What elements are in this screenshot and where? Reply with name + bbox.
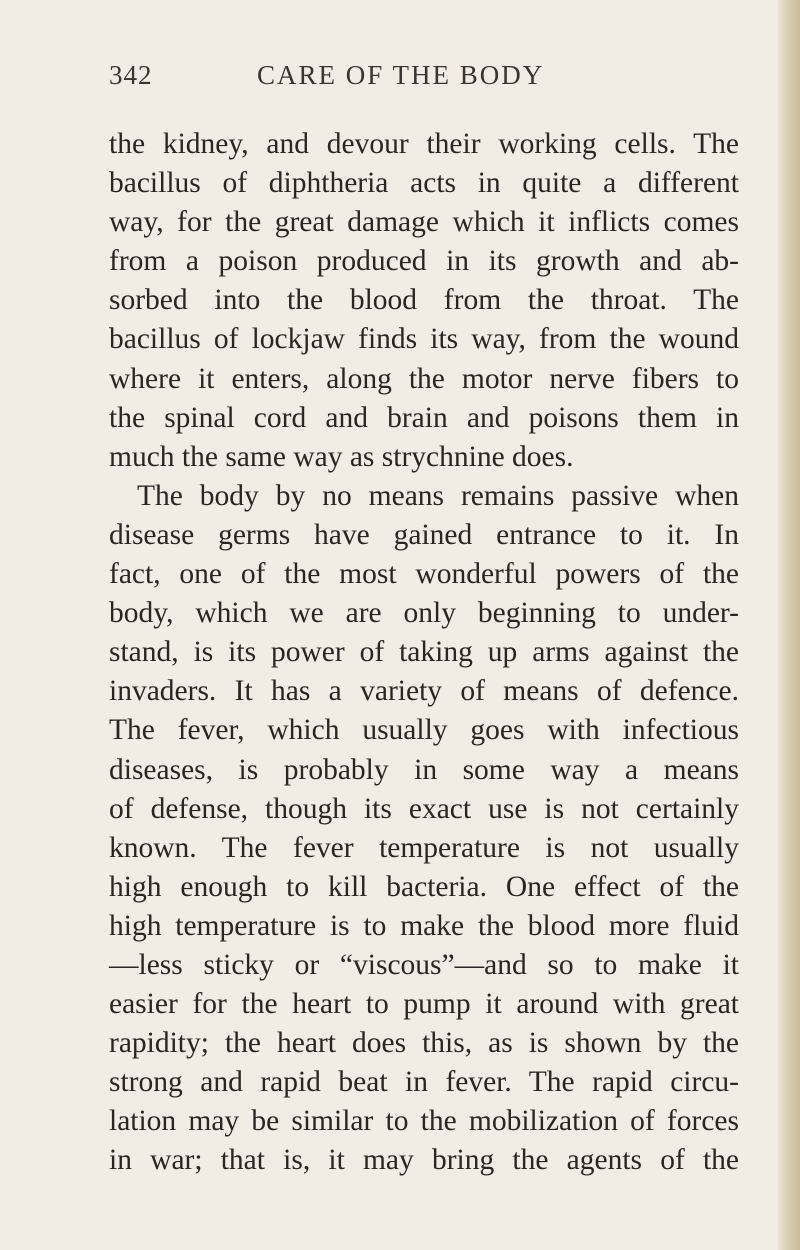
text-line: in war; that is, it may bring the agents of the <box>109 1144 739 1177</box>
text-line: the spinal cord and brain and poisons them in <box>109 401 739 434</box>
text-line: easier for the heart to pump it around with great <box>109 988 739 1021</box>
text-line: The fever, which usually goes with infectious <box>109 714 739 747</box>
page-number: 342 <box>109 60 153 90</box>
text-line: sorbed into the blood from the throat. The <box>109 284 739 317</box>
text-line: high temperature is to make the blood more fluid <box>109 909 739 942</box>
text-line: invaders. It has a variety of means of defence. <box>109 675 739 708</box>
page-header <box>109 60 749 100</box>
text-line: bacillus of lockjaw finds its way, from the wound <box>109 323 739 356</box>
text-line: from a poison produced in its growth and ab- <box>109 245 739 278</box>
text-line-paragraph-start: The body by no means remains passive when <box>137 479 739 512</box>
page-edge <box>778 0 800 1250</box>
text-line: diseases, is probably in some way a means <box>109 753 739 786</box>
body-text <box>109 125 739 1181</box>
text-line: fact, one of the most wonderful powers of the <box>109 558 739 591</box>
text-line: disease germs have gained entrance to it. In <box>109 518 739 551</box>
text-line: stand, is its power of taking up arms against the <box>109 636 739 669</box>
text-line: bacillus of diphtheria acts in quite a different <box>109 167 739 200</box>
running-head: CARE OF THE BODY <box>257 60 545 90</box>
text-line: lation may be similar to the mobilization of forces <box>109 1105 739 1138</box>
text-line: strong and rapid beat in fever. The rapid circu- <box>109 1066 739 1099</box>
text-line: body, which we are only beginning to under- <box>109 597 739 630</box>
text-line: of defense, though its exact use is not certainly <box>109 792 739 825</box>
text-line: way, for the great damage which it inflicts comes <box>109 206 739 239</box>
text-line: rapidity; the heart does this, as is shown by the <box>109 1027 739 1060</box>
text-line: the kidney, and devour their working cells. The <box>109 128 739 160</box>
text-line: where it enters, along the motor nerve fibers to <box>109 362 739 395</box>
text-line: known. The fever temperature is not usually <box>109 831 739 864</box>
text-line: high enough to kill bacteria. One effect of the <box>109 870 739 903</box>
text-line: —less sticky or “viscous”—and so to make it <box>109 948 739 981</box>
text-line-paragraph-end: much the same way as strychnine does. <box>109 440 574 473</box>
